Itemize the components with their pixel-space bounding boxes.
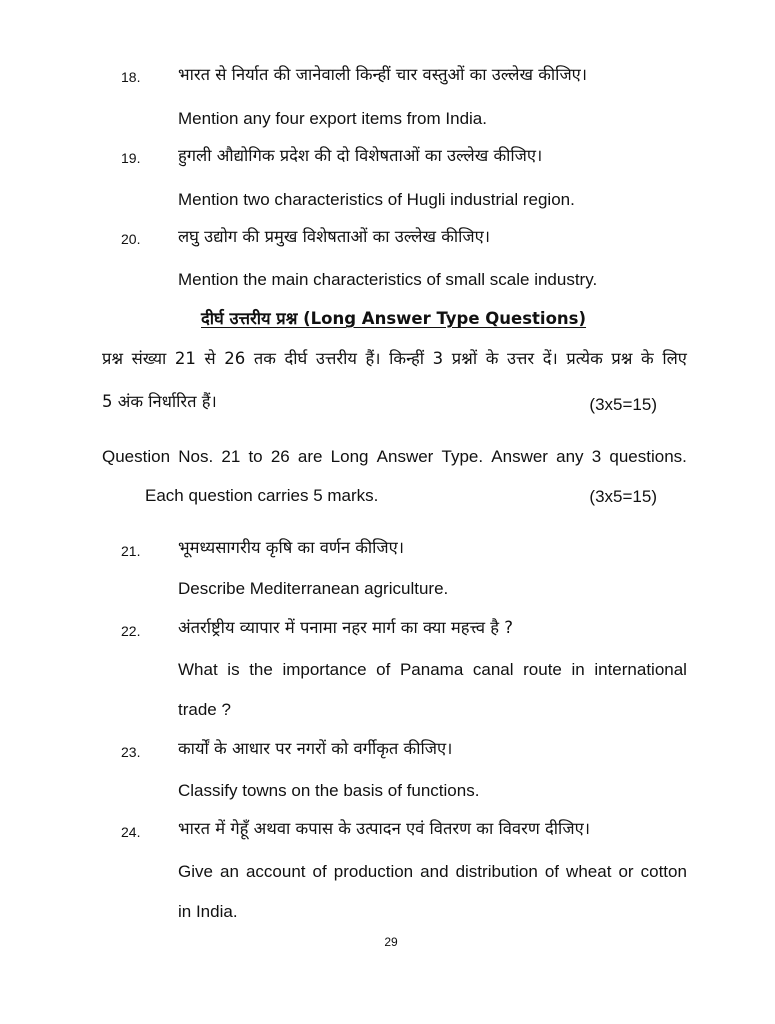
page-number: 29: [384, 935, 398, 949]
question-word: the: [249, 660, 273, 679]
instruction-word: 26: [270, 447, 290, 466]
instructions-hindi-line1: [102, 351, 687, 368]
instruction-word: Nos.: [178, 447, 214, 466]
question-23-hindi: कार्यों के आधार पर नगरों को वर्गीकृत कीजिए।: [178, 739, 453, 758]
marks-hindi: (3x5=15): [589, 395, 657, 414]
question-word: Give: [178, 862, 213, 881]
question-word: production: [333, 862, 414, 881]
instructions-english-line1: [102, 448, 687, 465]
instruction-word: 3: [432, 349, 444, 368]
question-22-english-line1: [178, 661, 687, 678]
instruction-word: किन्हीं: [389, 349, 425, 368]
question-19-english: Mention two characteristics of Hugli industrial region.: [178, 190, 575, 209]
question-21-english: Describe Mediterranean agriculture.: [178, 579, 449, 598]
question-word: distribution: [455, 862, 538, 881]
instruction-word: के: [641, 349, 654, 368]
instruction-word: प्रश्नों: [451, 349, 478, 368]
question-word: is: [227, 660, 240, 679]
instructions-english-line2: Each question carries 5 marks.: [145, 486, 379, 505]
instruction-word: are: [297, 447, 323, 466]
instruction-word: 26: [224, 349, 246, 368]
question-word: wheat: [566, 862, 612, 881]
question-21-hindi: भूमध्यसागरीय कृषि का वर्णन कीजिए।: [178, 538, 405, 557]
instruction-word: Long: [330, 447, 369, 466]
question-22-english-line2: trade ?: [178, 700, 231, 719]
question-24-hindi: भारत में गेहूँ अथवा कपास के उत्पादन एवं वितरण का विवरण दीजिए।: [178, 819, 590, 838]
section-heading: दीर्घ उत्तरीय प्रश्न (Long Answer Type Questions): [201, 309, 587, 328]
instruction-word: से: [204, 349, 216, 368]
question-word: What: [178, 660, 218, 679]
instruction-word: हैं।: [365, 349, 381, 368]
question-24-number: 24.: [121, 824, 141, 840]
question-word: an: [220, 862, 239, 881]
question-word: canal: [472, 660, 514, 679]
question-20-hindi: लघु उद्योग की प्रमुख विशेषताओं का उल्लेख कीजिए।: [178, 227, 491, 246]
instruction-word: questions.: [609, 447, 687, 466]
instruction-word: उत्तर: [506, 349, 535, 368]
question-24-english-line2: in India.: [178, 902, 238, 921]
question-23-english: Classify towns on the basis of functions.: [178, 781, 480, 800]
instruction-word: 21: [221, 447, 241, 466]
instruction-word: के: [485, 349, 499, 368]
question-word: Panama: [399, 660, 464, 679]
instruction-word: लिए: [662, 349, 687, 368]
instruction-word: Question: [102, 447, 171, 466]
question-18-number: 18.: [121, 69, 141, 85]
instruction-word: Type.: [441, 447, 484, 466]
question-word: account: [245, 862, 306, 881]
question-word: international: [594, 660, 687, 679]
instruction-word: Answer: [376, 447, 434, 466]
question-word: or: [618, 862, 634, 881]
question-21-number: 21.: [121, 543, 141, 559]
question-19-hindi: हुगली औद्योगिक प्रदेश की दो विशेषताओं का उल्लेख कीजिए।: [178, 146, 543, 165]
question-22-number: 22.: [121, 623, 141, 639]
instruction-word: 21: [174, 349, 196, 368]
question-23-number: 23.: [121, 744, 141, 760]
question-22-hindi: अंतर्राष्ट्रीय व्यापार में पनामा नहर मार्ग का क्या महत्त्व है ?: [178, 618, 514, 637]
question-word: importance: [282, 660, 367, 679]
question-word: of: [376, 660, 391, 679]
instruction-word: प्रश्न: [611, 349, 633, 368]
question-20-number: 20.: [121, 231, 141, 247]
instruction-word: to: [248, 447, 263, 466]
instruction-word: प्रत्येक: [566, 349, 603, 368]
instruction-word: उत्तरीय: [315, 349, 357, 368]
question-word: route: [523, 660, 562, 679]
question-18-hindi: भारत से निर्यात की जानेवाली किन्हीं चार वस्तुओं का उल्लेख कीजिए।: [178, 65, 588, 84]
instructions-hindi-line2: 5 अंक निर्धारित हैं।: [102, 392, 217, 411]
question-24-english-line1: [178, 863, 687, 880]
question-word: in: [571, 660, 585, 679]
question-word: cotton: [640, 862, 687, 881]
instruction-word: दीर्घ: [284, 349, 308, 368]
instruction-word: Answer: [491, 447, 548, 466]
marks-english: (3x5=15): [589, 487, 657, 506]
instruction-word: प्रश्न: [102, 349, 124, 368]
instruction-word: तक: [253, 349, 276, 368]
instruction-word: संख्या: [131, 349, 167, 368]
question-18-english: Mention any four export items from India.: [178, 109, 487, 128]
question-word: and: [420, 862, 449, 881]
instruction-word: any: [556, 447, 584, 466]
instruction-word: 3: [591, 447, 602, 466]
question-word: of: [544, 862, 560, 881]
question-20-english: Mention the main characteristics of small scale industry.: [178, 270, 598, 289]
question-19-number: 19.: [121, 150, 141, 166]
instruction-word: दें।: [542, 349, 558, 368]
question-word: of: [312, 862, 327, 881]
